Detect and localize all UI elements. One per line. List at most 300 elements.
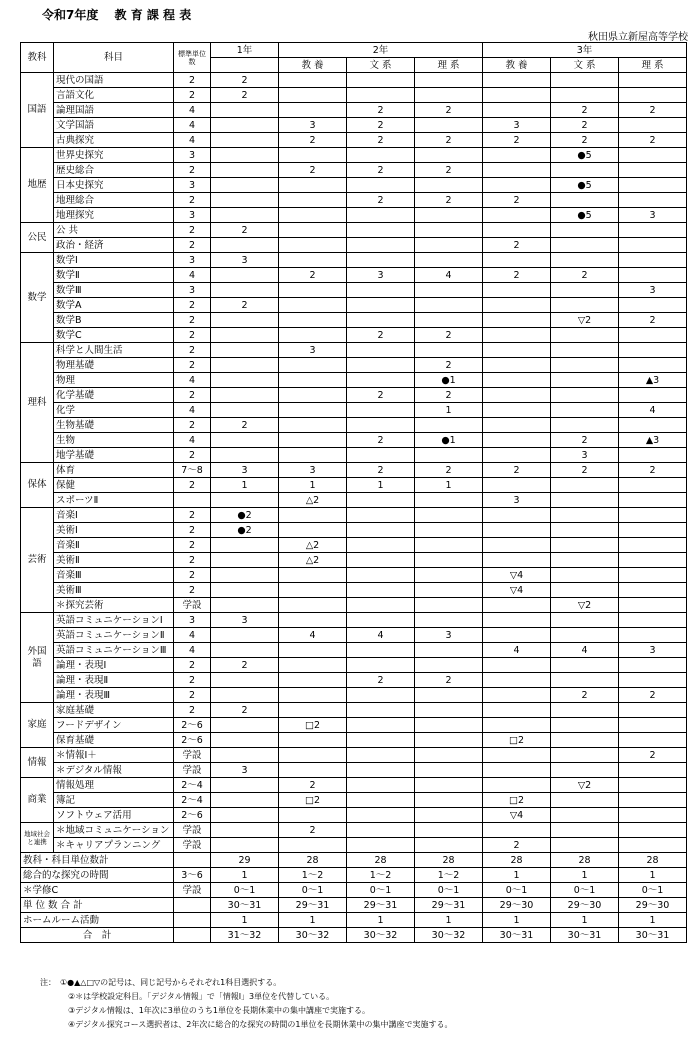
total-cell-y3k: 0～1 <box>483 883 551 898</box>
units-cell-y3r <box>619 808 687 823</box>
total-row <box>21 883 687 898</box>
subject-cell: 地理総合 <box>54 193 174 208</box>
units-cell-y2r <box>415 343 483 358</box>
table-row <box>21 418 687 433</box>
total-standard-units <box>174 913 211 928</box>
units-cell-y3k <box>483 388 551 403</box>
units-cell-y3b <box>551 568 619 583</box>
units-cell-y3k <box>483 343 551 358</box>
units-cell-y3b <box>551 793 619 808</box>
category-cell: 家庭 <box>21 703 54 748</box>
table-row <box>21 253 687 268</box>
total-cell-y2r: 1 <box>415 913 483 928</box>
units-cell-y3b: 3 <box>551 448 619 463</box>
units-cell-y2k <box>279 763 347 778</box>
units-cell-y2b <box>347 583 415 598</box>
table-row <box>21 598 687 613</box>
subject-cell: ＊地域コミュニケーション <box>54 823 174 838</box>
units-cell-y1 <box>211 283 279 298</box>
table-row <box>21 478 687 493</box>
units-cell-y3k <box>483 73 551 88</box>
subject-cell: 英語コミュニケーションⅡ <box>54 628 174 643</box>
units-cell-y2k <box>279 403 347 418</box>
standard-units-cell: 2 <box>174 703 211 718</box>
units-cell-y2r <box>415 613 483 628</box>
units-cell-y3r <box>619 448 687 463</box>
total-cell-y3r: 29～30 <box>619 898 687 913</box>
standard-units-cell: 4 <box>174 268 211 283</box>
total-row <box>21 928 687 943</box>
units-cell-y2b: 1 <box>347 478 415 493</box>
units-cell-y2r: 2 <box>415 463 483 478</box>
units-cell-y1 <box>211 793 279 808</box>
header-year3: 3年 <box>483 43 687 58</box>
units-cell-y3b <box>551 418 619 433</box>
table-row <box>21 703 687 718</box>
standard-units-cell: 4 <box>174 373 211 388</box>
subject-cell: 音楽Ⅰ <box>54 508 174 523</box>
units-cell-y2r <box>415 838 483 853</box>
header-year1: 1年 <box>211 43 279 58</box>
units-cell-y1 <box>211 358 279 373</box>
units-cell-y2b: 2 <box>347 133 415 148</box>
units-cell-y3b <box>551 358 619 373</box>
total-cell-y2r: 28 <box>415 853 483 868</box>
total-cell-y3b: 29～30 <box>551 898 619 913</box>
total-cell-y3b: 28 <box>551 853 619 868</box>
units-cell-y1: 2 <box>211 73 279 88</box>
total-label: 総合的な探究の時間 <box>21 868 174 883</box>
units-cell-y3r: 3 <box>619 643 687 658</box>
total-cell-y1: 29 <box>211 853 279 868</box>
units-cell-y1 <box>211 403 279 418</box>
school-name: 秋田県立新屋高等学校 <box>588 32 688 43</box>
units-cell-y3k <box>483 688 551 703</box>
standard-units-cell: 4 <box>174 103 211 118</box>
units-cell-y2r <box>415 508 483 523</box>
total-cell-y3k: 1 <box>483 868 551 883</box>
units-cell-y3b: 2 <box>551 103 619 118</box>
units-cell-y3r: 2 <box>619 313 687 328</box>
units-cell-y2r <box>415 253 483 268</box>
units-cell-y2r <box>415 448 483 463</box>
table-row <box>21 808 687 823</box>
subject-cell: 化学 <box>54 403 174 418</box>
units-cell-y2k <box>279 523 347 538</box>
subject-cell: 美術Ⅰ <box>54 523 174 538</box>
units-cell-y1 <box>211 538 279 553</box>
units-cell-y3k <box>483 673 551 688</box>
units-cell-y2k <box>279 298 347 313</box>
units-cell-y3b <box>551 253 619 268</box>
units-cell-y3b <box>551 553 619 568</box>
units-cell-y2r <box>415 178 483 193</box>
category-cell: 保体 <box>21 463 54 508</box>
table-row <box>21 343 687 358</box>
units-cell-y2b: 2 <box>347 328 415 343</box>
total-cell-y3k: 1 <box>483 913 551 928</box>
units-cell-y3k <box>483 403 551 418</box>
units-cell-y1 <box>211 598 279 613</box>
units-cell-y3b <box>551 583 619 598</box>
standard-units-cell: 2～6 <box>174 733 211 748</box>
subject-cell: 美術Ⅱ <box>54 553 174 568</box>
units-cell-y3r <box>619 538 687 553</box>
subject-cell: 物理 <box>54 373 174 388</box>
total-cell-y2r: 1～2 <box>415 868 483 883</box>
units-cell-y3k: 3 <box>483 118 551 133</box>
units-cell-y3r: 2 <box>619 748 687 763</box>
units-cell-y1 <box>211 343 279 358</box>
units-cell-y2k: 3 <box>279 118 347 133</box>
units-cell-y2b <box>347 178 415 193</box>
units-cell-y3r: 3 <box>619 208 687 223</box>
units-cell-y3k <box>483 103 551 118</box>
units-cell-y3r <box>619 778 687 793</box>
units-cell-y2b: 4 <box>347 628 415 643</box>
units-cell-y2k: 2 <box>279 163 347 178</box>
subject-cell: 歴史総合 <box>54 163 174 178</box>
units-cell-y2r <box>415 658 483 673</box>
units-cell-y2r: 2 <box>415 328 483 343</box>
header-category: 教科 <box>21 43 54 73</box>
header-track-y2-rikei: 理 系 <box>415 58 483 73</box>
units-cell-y2k <box>279 73 347 88</box>
units-cell-y2b <box>347 823 415 838</box>
total-cell-y1: 31～32 <box>211 928 279 943</box>
units-cell-y3k <box>483 508 551 523</box>
units-cell-y1 <box>211 493 279 508</box>
units-cell-y3r: ▲3 <box>619 373 687 388</box>
units-cell-y2k <box>279 733 347 748</box>
units-cell-y3k: ▽4 <box>483 583 551 598</box>
units-cell-y3k: ▽4 <box>483 808 551 823</box>
table-row <box>21 463 687 478</box>
units-cell-y3r: 2 <box>619 103 687 118</box>
units-cell-y3r <box>619 823 687 838</box>
units-cell-y3r <box>619 568 687 583</box>
units-cell-y2r <box>415 208 483 223</box>
units-cell-y1 <box>211 448 279 463</box>
category-cell: 公民 <box>21 223 54 253</box>
units-cell-y1 <box>211 688 279 703</box>
units-cell-y3k: ▽4 <box>483 568 551 583</box>
units-cell-y2b <box>347 238 415 253</box>
units-cell-y3k <box>483 598 551 613</box>
subject-cell: 数学B <box>54 313 174 328</box>
units-cell-y3b: 2 <box>551 118 619 133</box>
units-cell-y2r <box>415 598 483 613</box>
units-cell-y2k: 4 <box>279 628 347 643</box>
units-cell-y2r <box>415 808 483 823</box>
units-cell-y2b <box>347 283 415 298</box>
units-cell-y3b <box>551 88 619 103</box>
units-cell-y3k: □2 <box>483 733 551 748</box>
units-cell-y3r <box>619 328 687 343</box>
units-cell-y1: 2 <box>211 298 279 313</box>
table-row <box>21 793 687 808</box>
table-row <box>21 178 687 193</box>
units-cell-y3r <box>619 193 687 208</box>
units-cell-y3k <box>483 823 551 838</box>
units-cell-y1 <box>211 193 279 208</box>
table-row <box>21 223 687 238</box>
units-cell-y2k <box>279 748 347 763</box>
total-standard-units <box>174 898 211 913</box>
units-cell-y3b: ▽2 <box>551 598 619 613</box>
units-cell-y2r: ●1 <box>415 433 483 448</box>
standard-units-cell: 学設 <box>174 763 211 778</box>
subject-cell: 言語文化 <box>54 88 174 103</box>
units-cell-y2r <box>415 238 483 253</box>
units-cell-y2b: 2 <box>347 673 415 688</box>
units-cell-y2b: 2 <box>347 118 415 133</box>
units-cell-y3r <box>619 763 687 778</box>
subject-cell: ソフトウェア活用 <box>54 808 174 823</box>
units-cell-y1 <box>211 808 279 823</box>
page-title: 令和7年度 教 育 課 程 表 <box>42 8 192 22</box>
standard-units-cell: 2 <box>174 388 211 403</box>
header-subject: 科目 <box>54 43 174 73</box>
units-cell-y2k <box>279 418 347 433</box>
units-cell-y2k <box>279 253 347 268</box>
units-cell-y3b <box>551 193 619 208</box>
standard-units-cell: 2～6 <box>174 808 211 823</box>
units-cell-y1 <box>211 178 279 193</box>
units-cell-y2k: □2 <box>279 793 347 808</box>
units-cell-y2b <box>347 598 415 613</box>
units-cell-y2r: 3 <box>415 628 483 643</box>
table-row <box>21 208 687 223</box>
standard-units-cell: 2 <box>174 688 211 703</box>
units-cell-y2b <box>347 313 415 328</box>
units-cell-y3b <box>551 223 619 238</box>
units-cell-y3r <box>619 838 687 853</box>
units-cell-y3r: 2 <box>619 133 687 148</box>
total-cell-y2k: 28 <box>279 853 347 868</box>
subject-cell: 地学基礎 <box>54 448 174 463</box>
units-cell-y1 <box>211 103 279 118</box>
standard-units-cell: 2 <box>174 343 211 358</box>
note-4: ④デジタル探究コース選択者は、2年次に総合的な探究の時間の1単位を長期休業中の集中講座で実施する。 <box>68 1020 453 1029</box>
units-cell-y3r <box>619 508 687 523</box>
units-cell-y2r <box>415 763 483 778</box>
subject-cell: 美術Ⅲ <box>54 583 174 598</box>
units-cell-y3k: 2 <box>483 193 551 208</box>
total-cell-y2k: 1 <box>279 913 347 928</box>
total-cell-y3b: 1 <box>551 868 619 883</box>
total-row <box>21 853 687 868</box>
units-cell-y2r <box>415 553 483 568</box>
total-standard-units <box>174 928 211 943</box>
units-cell-y2r <box>415 418 483 433</box>
units-cell-y2b <box>347 658 415 673</box>
units-cell-y1 <box>211 568 279 583</box>
total-cell-y3r: 1 <box>619 913 687 928</box>
units-cell-y3r <box>619 673 687 688</box>
units-cell-y1 <box>211 433 279 448</box>
units-cell-y2b <box>347 448 415 463</box>
units-cell-y2k <box>279 448 347 463</box>
units-cell-y2r <box>415 538 483 553</box>
subject-cell: 簿記 <box>54 793 174 808</box>
table-row <box>21 133 687 148</box>
total-cell-y3k: 28 <box>483 853 551 868</box>
subject-cell: 保育基礎 <box>54 733 174 748</box>
units-cell-y2k <box>279 328 347 343</box>
units-cell-y2b <box>347 733 415 748</box>
table-row <box>21 643 687 658</box>
units-cell-y3k <box>483 478 551 493</box>
units-cell-y2r <box>415 148 483 163</box>
units-cell-y1: 2 <box>211 658 279 673</box>
units-cell-y2r: 2 <box>415 163 483 178</box>
subject-cell: 論理・表現Ⅱ <box>54 673 174 688</box>
units-cell-y2k <box>279 283 347 298</box>
units-cell-y1: 3 <box>211 253 279 268</box>
note-2: ②＊は学校設定科目。「デジタル情報」で「情報Ⅰ」3単位を代替している。 <box>68 992 335 1001</box>
units-cell-y3r <box>619 178 687 193</box>
units-cell-y3r <box>619 73 687 88</box>
units-cell-y3k <box>483 418 551 433</box>
subject-cell: 生物基礎 <box>54 418 174 433</box>
units-cell-y2b: 3 <box>347 268 415 283</box>
units-cell-y3b: ●5 <box>551 208 619 223</box>
total-cell-y2k: 0～1 <box>279 883 347 898</box>
units-cell-y3k <box>483 703 551 718</box>
units-cell-y3b <box>551 763 619 778</box>
units-cell-y1: 1 <box>211 478 279 493</box>
units-cell-y3k: 4 <box>483 643 551 658</box>
total-label: ＊学修C <box>21 883 174 898</box>
total-cell-y3r: 28 <box>619 853 687 868</box>
units-cell-y2k: □2 <box>279 718 347 733</box>
category-cell: 地歴 <box>21 148 54 223</box>
notes <box>40 976 452 1032</box>
total-cell-y2r: 29～31 <box>415 898 483 913</box>
table-row <box>21 298 687 313</box>
standard-units-cell: 3 <box>174 253 211 268</box>
standard-units-cell: 2 <box>174 418 211 433</box>
table-row <box>21 658 687 673</box>
standard-units-cell: 学設 <box>174 838 211 853</box>
total-row <box>21 898 687 913</box>
units-cell-y2r: 2 <box>415 103 483 118</box>
subject-cell: 数学Ⅰ <box>54 253 174 268</box>
units-cell-y3r: 2 <box>619 463 687 478</box>
total-standard-units: 学設 <box>174 883 211 898</box>
units-cell-y2b: 2 <box>347 463 415 478</box>
units-cell-y3k <box>483 328 551 343</box>
standard-units-cell: 4 <box>174 643 211 658</box>
units-cell-y3k <box>483 223 551 238</box>
units-cell-y3b <box>551 823 619 838</box>
units-cell-y3b: ●5 <box>551 148 619 163</box>
table-row <box>21 673 687 688</box>
header-year1-blank <box>211 58 279 73</box>
subject-cell: 英語コミュニケーションⅠ <box>54 613 174 628</box>
units-cell-y1 <box>211 838 279 853</box>
units-cell-y3b: ●5 <box>551 178 619 193</box>
subject-cell: 科学と人間生活 <box>54 343 174 358</box>
units-cell-y1: 2 <box>211 223 279 238</box>
units-cell-y2r: 2 <box>415 193 483 208</box>
total-label: ホームルーム活動 <box>21 913 174 928</box>
units-cell-y3k <box>483 778 551 793</box>
units-cell-y2b <box>347 703 415 718</box>
units-cell-y3k <box>483 718 551 733</box>
units-cell-y3b <box>551 658 619 673</box>
subject-cell: ＊探究芸術 <box>54 598 174 613</box>
units-cell-y3b <box>551 703 619 718</box>
units-cell-y3k: □2 <box>483 793 551 808</box>
curriculum-table <box>20 42 687 943</box>
units-cell-y3b <box>551 373 619 388</box>
units-cell-y1 <box>211 388 279 403</box>
standard-units-cell: 2 <box>174 358 211 373</box>
units-cell-y2r <box>415 223 483 238</box>
units-cell-y3b <box>551 508 619 523</box>
units-cell-y2r: 1 <box>415 478 483 493</box>
units-cell-y3k <box>483 538 551 553</box>
units-cell-y2b <box>347 643 415 658</box>
units-cell-y3r <box>619 118 687 133</box>
subject-cell: 日本史探究 <box>54 178 174 193</box>
units-cell-y3k <box>483 313 551 328</box>
units-cell-y3b <box>551 388 619 403</box>
subject-cell: 数学Ⅱ <box>54 268 174 283</box>
units-cell-y1 <box>211 778 279 793</box>
category-cell: 国語 <box>21 73 54 148</box>
units-cell-y2k <box>279 508 347 523</box>
units-cell-y3k: 2 <box>483 238 551 253</box>
standard-units-cell: 3 <box>174 283 211 298</box>
units-cell-y3k: 2 <box>483 133 551 148</box>
units-cell-y1: ●2 <box>211 508 279 523</box>
units-cell-y2k: 2 <box>279 823 347 838</box>
units-cell-y3k <box>483 658 551 673</box>
units-cell-y2k: 3 <box>279 343 347 358</box>
header-track-y2-bunkei: 文 系 <box>347 58 415 73</box>
units-cell-y3b: 2 <box>551 268 619 283</box>
units-cell-y3b: 2 <box>551 688 619 703</box>
units-cell-y3r <box>619 793 687 808</box>
category-cell: 数学 <box>21 253 54 343</box>
units-cell-y3b <box>551 748 619 763</box>
units-cell-y2b <box>347 403 415 418</box>
units-cell-y2r <box>415 583 483 598</box>
units-cell-y1 <box>211 148 279 163</box>
total-cell-y2r: 30～32 <box>415 928 483 943</box>
standard-units-cell: 2 <box>174 73 211 88</box>
units-cell-y2k <box>279 598 347 613</box>
standard-units-cell: 2 <box>174 193 211 208</box>
subject-cell: ＊情報Ⅰ＋ <box>54 748 174 763</box>
subject-cell: 論理・表現Ⅰ <box>54 658 174 673</box>
units-cell-y3k: 2 <box>483 268 551 283</box>
table-row <box>21 448 687 463</box>
standard-units-cell <box>174 493 211 508</box>
standard-units-cell: 学設 <box>174 823 211 838</box>
standard-units-cell: 2 <box>174 673 211 688</box>
total-cell-y3r: 0～1 <box>619 883 687 898</box>
units-cell-y2r <box>415 793 483 808</box>
units-cell-y3r <box>619 358 687 373</box>
units-cell-y2b: 2 <box>347 163 415 178</box>
units-cell-y1 <box>211 643 279 658</box>
units-cell-y2k: △2 <box>279 493 347 508</box>
header-track-y3-rikei: 理 系 <box>619 58 687 73</box>
